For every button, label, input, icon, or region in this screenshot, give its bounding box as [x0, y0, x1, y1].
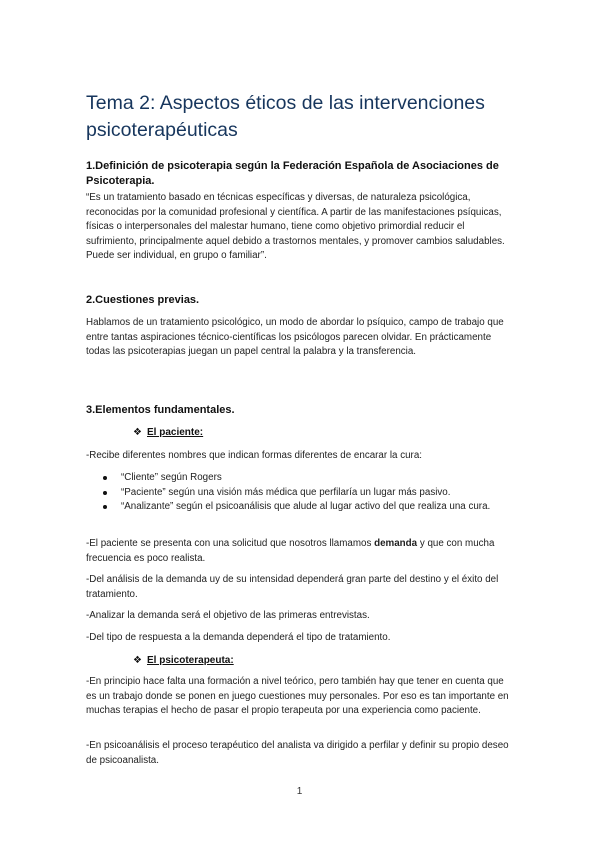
bullet-dot-icon: [103, 476, 107, 480]
page-title: Tema 2: Aspectos éticos de las intervenciones psicoterapéuticas: [86, 92, 485, 141]
section2-text: Hablamos de un tratamiento psicológico, un modo de abordar lo psíquico, campo de trabajo que entre tantas aspiraciones técnico-científicas los psicólogos parecen olvidar. En prácticamente todas las psicoterapias juegan un papel central la palabra y la transferencia.: [86, 317, 504, 358]
subsection-psicoterapeuta: [133, 654, 234, 668]
section1-heading: 1.Definición de psicoterapia según la Federación Española de Asociaciones de Psicoterapia.: [86, 160, 499, 187]
paciente-names-list: [86, 471, 516, 515]
diamond-bullet-icon: ❖: [133, 427, 142, 438]
page-number: 1: [296, 786, 303, 797]
paciente-p3: -Analizar la demanda será el objetivo de las primeras entrevistas.: [86, 610, 370, 621]
list-item: “Analizante” según el psicoanálisis que alude al lugar activo del que realiza una cura.: [86, 500, 516, 515]
psicoterapeuta-p2: -En psicoanálisis el proceso terapéutico del analista va dirigido a perfilar y definir su propio deseo de psicoanalista.: [86, 740, 509, 766]
subsection-psicoterapeuta-label: El psicoterapeuta:: [147, 655, 234, 666]
psicoterapeuta-p1: -En principio hace falta una formación a nivel teórico, pero también hay que tener en cuenta que es un trabajo donde se ponen en juego cuestiones muy personales. Por eso es tan importante en muchas terapias el hecho de pasar el propio terapeuta por una experiencia como paciente.: [86, 676, 509, 717]
bullet-dot-icon: [103, 491, 107, 495]
list-item: “Cliente” según Rogers: [86, 471, 516, 486]
subsection-paciente: [133, 426, 203, 440]
paciente-p1: -El paciente se presenta con una solicitud que nosotros llamamos demanda y que con mucha frecuencia es poco realista.: [86, 538, 495, 564]
list-item: “Paciente” según una visión más médica que perfilaría un lugar más pasivo.: [86, 486, 516, 501]
paciente-intro: -Recibe diferentes nombres que indican formas diferentes de encarar la cura:: [86, 450, 422, 461]
diamond-bullet-icon: ❖: [133, 655, 142, 666]
paciente-p2: -Del análisis de la demanda uy de su intensidad dependerá gran parte del destino y el éxito del tratamiento.: [86, 574, 499, 600]
section1-quote: “Es un tratamiento basado en técnicas específicas y diversas, de naturaleza psicológica, reconocidas por la comunidad profesional y científica. A partir de las manifestaciones psíquicas, físicas o interpersonales del malestar humano, tiene como objetivo primordial reducir el sufrimiento, principalmente aquel debido a trastornos mentales, y promover cambios saludables. Puede ser individual, en grupo o familiar”.: [86, 192, 505, 262]
section3-heading: 3.Elementos fundamentales.: [86, 404, 235, 416]
subsection-paciente-label: El paciente:: [147, 427, 204, 438]
bullet-dot-icon: [103, 505, 107, 509]
section2-heading: 2.Cuestiones previas.: [86, 294, 200, 306]
paciente-p4: -Del tipo de respuesta a la demanda dependerá el tipo de tratamiento.: [86, 632, 391, 643]
demanda-term: demanda: [374, 538, 418, 549]
